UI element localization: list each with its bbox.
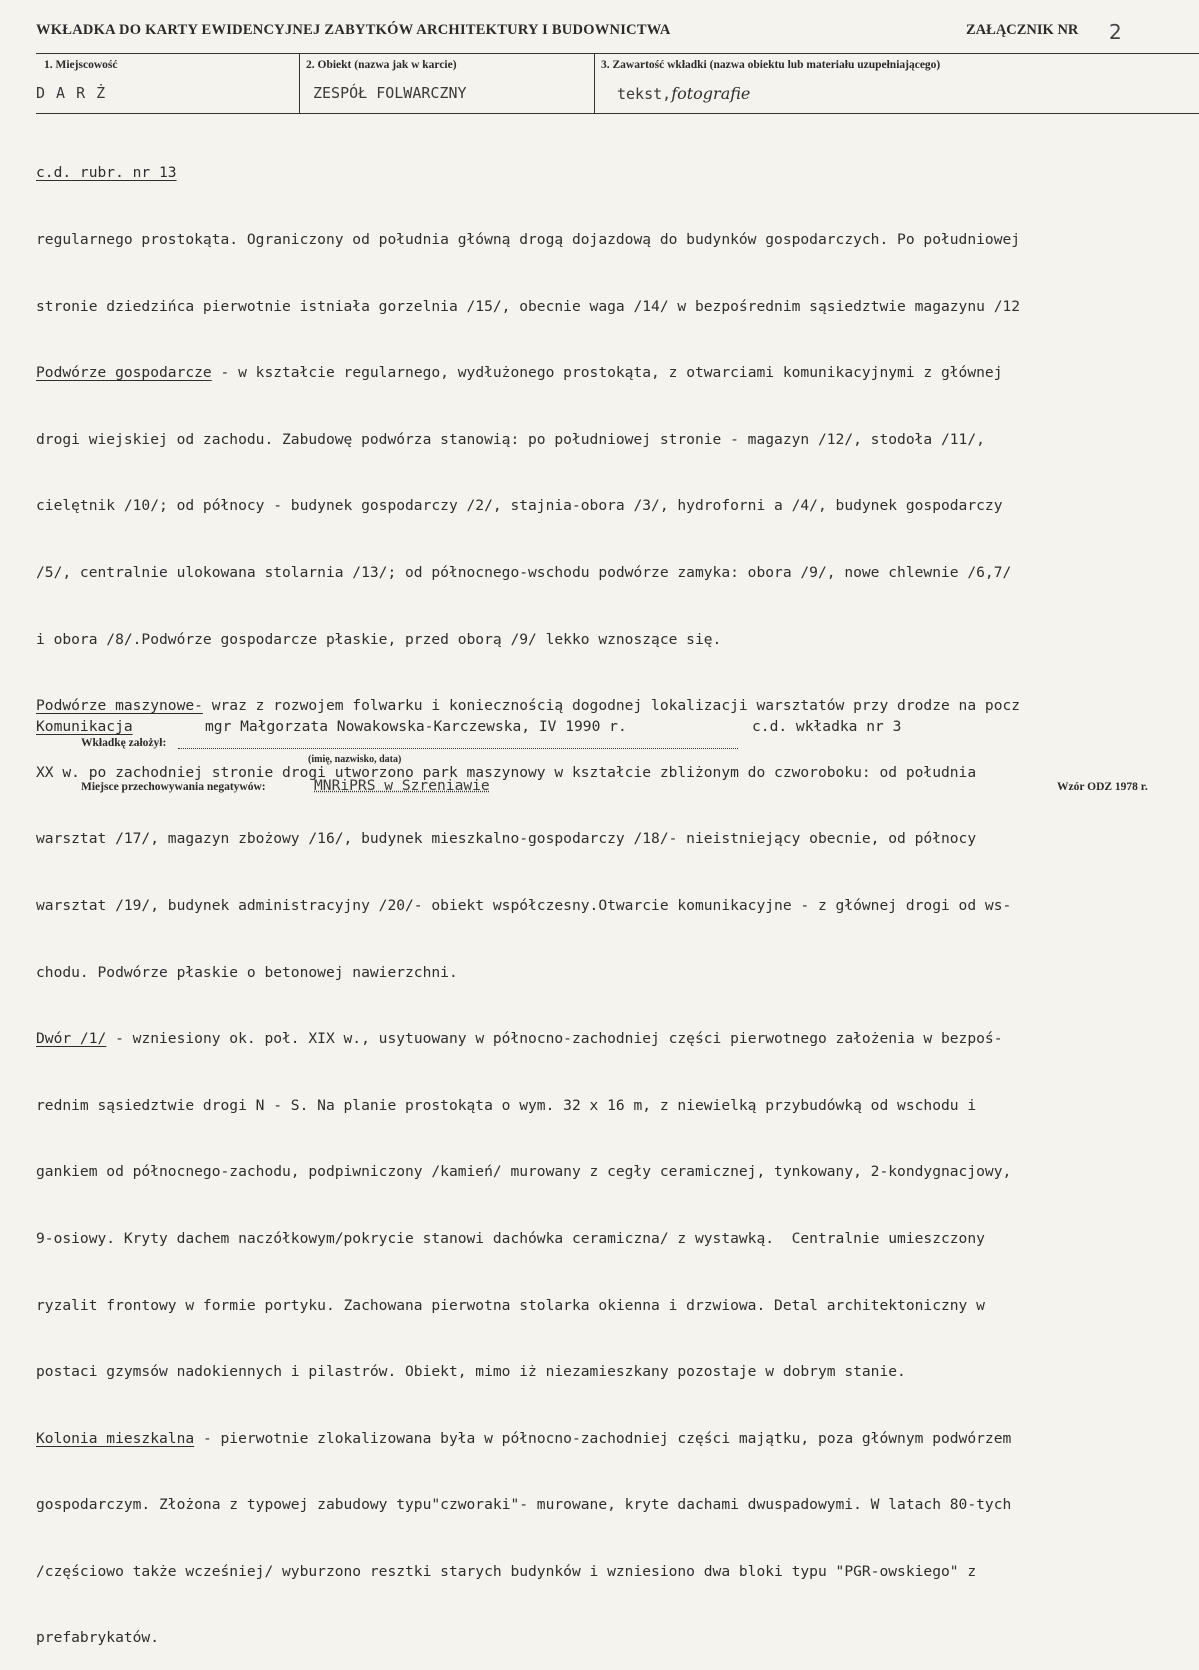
subsection-heading: Dwór /1/ bbox=[36, 1030, 107, 1048]
body-line: Podwórze gospodarcze - w kształcie regularnego, wydłużonego prostokąta, z otwarciami komunikacyjnymi z głównej bbox=[36, 364, 1003, 382]
subsection-heading: Podwórze maszynowe- bbox=[36, 697, 203, 715]
body-line: regularnego prostokąta. Ograniczony od południa główną drogą dojazdową do budynków gospodarczych. Po południowej bbox=[36, 231, 1021, 248]
card-title: WKŁADKA DO KARTY EWIDENCYJNEJ ZABYTKÓW ARCHITEKTURY I BUDOWNICTWA bbox=[36, 22, 671, 38]
body-line: rednim sąsiedztwie drogi N - S. Na planie prostokąta o wym. 32 x 16 m, z niewielką przybudówką od wschodu i bbox=[36, 1096, 977, 1114]
contents-handwritten: fotografie bbox=[671, 84, 751, 103]
negatives-value: MNRiPRS w Szreniawie bbox=[314, 777, 490, 794]
body-line: /częściowo także wcześniej/ wyburzono resztki starych budynków i wzniesiono dwa bloki typu "PGR-owskiego" z bbox=[36, 1562, 977, 1580]
contents-typed: tekst, bbox=[617, 85, 672, 103]
body-line: cielętnik /10/; od północy - budynek gospodarczy /2/, stajnia-obora /3/, hydroforni a /4/, budynek gospodarczy bbox=[36, 497, 1003, 515]
contents-label: 3. Zawartość wkładki (nazwa obiektu lub materiału uzupełniającego) bbox=[601, 59, 941, 71]
object-value: ZESPÓŁ FOLWARCZNY bbox=[313, 84, 467, 102]
section-heading: c.d. rubr. nr 13 bbox=[36, 164, 177, 182]
body-line: chodu. Podwórze płaskie o betonowej nawierzchni. bbox=[36, 963, 458, 981]
body-line: gospodarczym. Złożona z typowej zabudowy typu"czworaki"- murowane, kryte dachami dwuspadowymi. W latach 80-tych bbox=[36, 1496, 1012, 1514]
body-line: 9-osiowy. Kryty dachem naczółkowym/pokrycie stanowi dachówka ceramiczna/ z wystawką. Centralnie umieszczony bbox=[36, 1229, 985, 1247]
body-line: drogi wiejskiej od zachodu. Zabudowę podwórza stanowią: po południowej stronie - magazyn /12/, stodoła /11/, bbox=[36, 430, 985, 448]
body-line: postaci gzymsów nadokiennych i pilastrów. Obiekt, mimo iż niezamieszkany pozostaje w dobrym stanie. bbox=[36, 1363, 906, 1381]
subsection-heading: Podwórze gospodarcze bbox=[36, 364, 212, 382]
body-line: warsztat /17/, magazyn zbożowy /16/, budynek mieszkalno-gospodarczy /18/- nieistniejący obecnie, od północy bbox=[36, 830, 977, 848]
author-rule bbox=[178, 748, 738, 749]
communication-heading: Komunikacja bbox=[36, 718, 133, 735]
description-body bbox=[36, 118, 1199, 1670]
body-line: prefabrykatów. bbox=[36, 1629, 160, 1647]
body-line: Dwór /1/ - wzniesiony ok. poł. XIX w., usytuowany w północno-zachodniej części pierwotnego założenia w bezpoś- bbox=[36, 1030, 1003, 1048]
column-divider-2 bbox=[594, 53, 595, 113]
form-code: Wzór ODZ 1978 r. bbox=[1057, 781, 1148, 793]
body-line: Podwórze maszynowe- wraz z rozwojem folwarku i koniecznością dogodnej lokalizacji warsztatów przy drodze na pocz bbox=[36, 697, 1021, 715]
body-line: ryzalit frontowy w formie portyku. Zachowana pierwotna stolarka okienna i drzwiowa. Detal architektoniczny w bbox=[36, 1296, 985, 1314]
negatives-label: Miejsce przechowywania negatywów: bbox=[81, 781, 266, 793]
object-label: 2. Obiekt (nazwa jak w karcie) bbox=[306, 59, 457, 71]
body-line: XX w. po zachodniej stronie drogi utworzono park maszynowy w kształcie zbliżonym do czworoboku: od południa bbox=[36, 763, 977, 781]
locality-value: D A R Ż bbox=[36, 84, 107, 102]
body-line: i obora /8/.Podwórze gospodarcze płaskie, przed oborą /9/ lekko wznoszące się. bbox=[36, 630, 722, 648]
insert-by-label: Wkładkę założył: bbox=[81, 737, 167, 749]
header-bottom-rule bbox=[36, 113, 1199, 114]
column-divider-1 bbox=[299, 53, 300, 113]
locality-label: 1. Miejscowość bbox=[44, 59, 118, 71]
subsection-heading: Kolonia mieszkalna bbox=[36, 1429, 195, 1447]
header-top-rule bbox=[36, 53, 1199, 54]
contents-value bbox=[617, 84, 750, 103]
continuation-note: c.d. wkładka nr 3 bbox=[752, 718, 902, 735]
author-line: mgr Małgorzata Nowakowska-Karczewska, IV 1990 r. bbox=[205, 718, 627, 735]
body-line: stronie dziedzińca pierwotnie istniała gorzelnia /15/, obecnie waga /14/ w bezpośrednim sąsiedztwie magazynu /12 bbox=[36, 297, 1021, 315]
author-hint: (imię, nazwisko, data) bbox=[308, 754, 402, 765]
body-line: Kolonia mieszkalna - pierwotnie zlokalizowana była w północno-zachodniej części majątku, poza głównym podwórzem bbox=[36, 1429, 1012, 1447]
attachment-label: ZAŁĄCZNIK NR bbox=[966, 22, 1079, 38]
body-line: warsztat /19/, budynek administracyjny /20/- obiekt współczesny.Otwarcie komunikacyjne - z głównej drogi od ws- bbox=[36, 896, 1012, 914]
attachment-number: 2 bbox=[1109, 20, 1122, 44]
body-line: gankiem od północnego-zachodu, podpiwniczony /kamień/ murowany z cegły ceramicznej, tynkowany, 2-kondygnacjowy, bbox=[36, 1163, 1012, 1181]
body-line: /5/, centralnie ulokowana stolarnia /13/; od północnego-wschodu podwórze zamyka: obora /9/, nowe chlewnie /6,7/ bbox=[36, 563, 1012, 581]
